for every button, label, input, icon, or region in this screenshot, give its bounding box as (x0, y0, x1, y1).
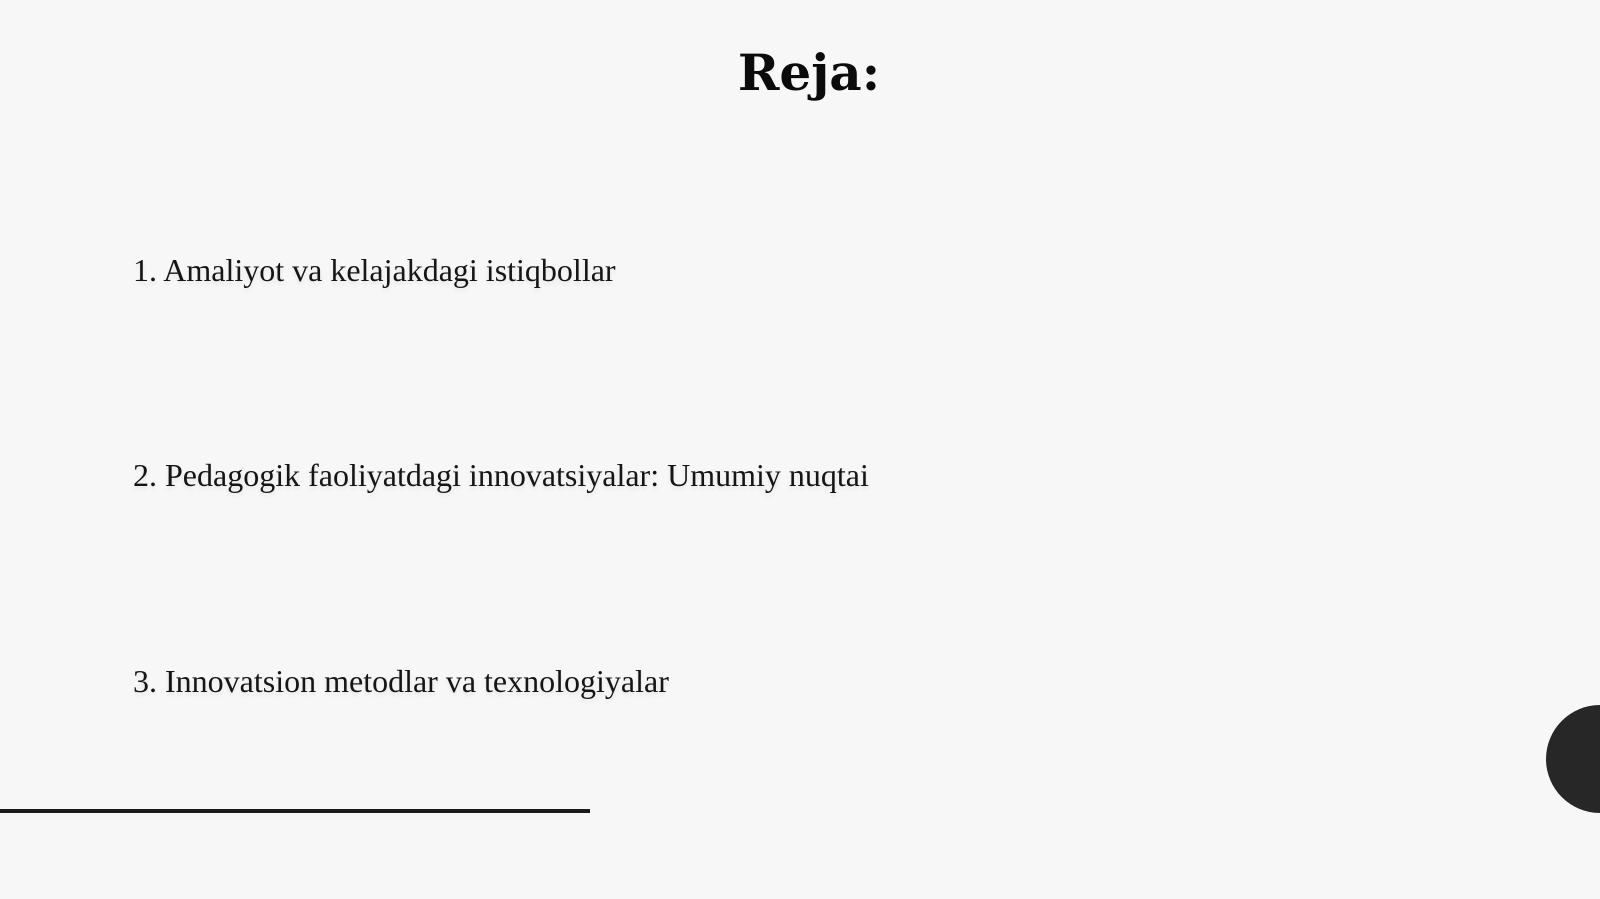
plan-item-3: 3. Innovatsion metodlar va texnologiyalar (133, 663, 669, 699)
decorative-underline (0, 809, 590, 813)
plan-item-2: 2. Pedagogik faoliyatdagi innovatsiyalar: Umumiy nuqtai (133, 457, 869, 493)
slide-title: Reja: (737, 43, 881, 102)
decorative-half-circle (1546, 705, 1600, 813)
plan-item-1: 1. Amaliyot va kelajakdagi istiqbollar (133, 252, 616, 288)
